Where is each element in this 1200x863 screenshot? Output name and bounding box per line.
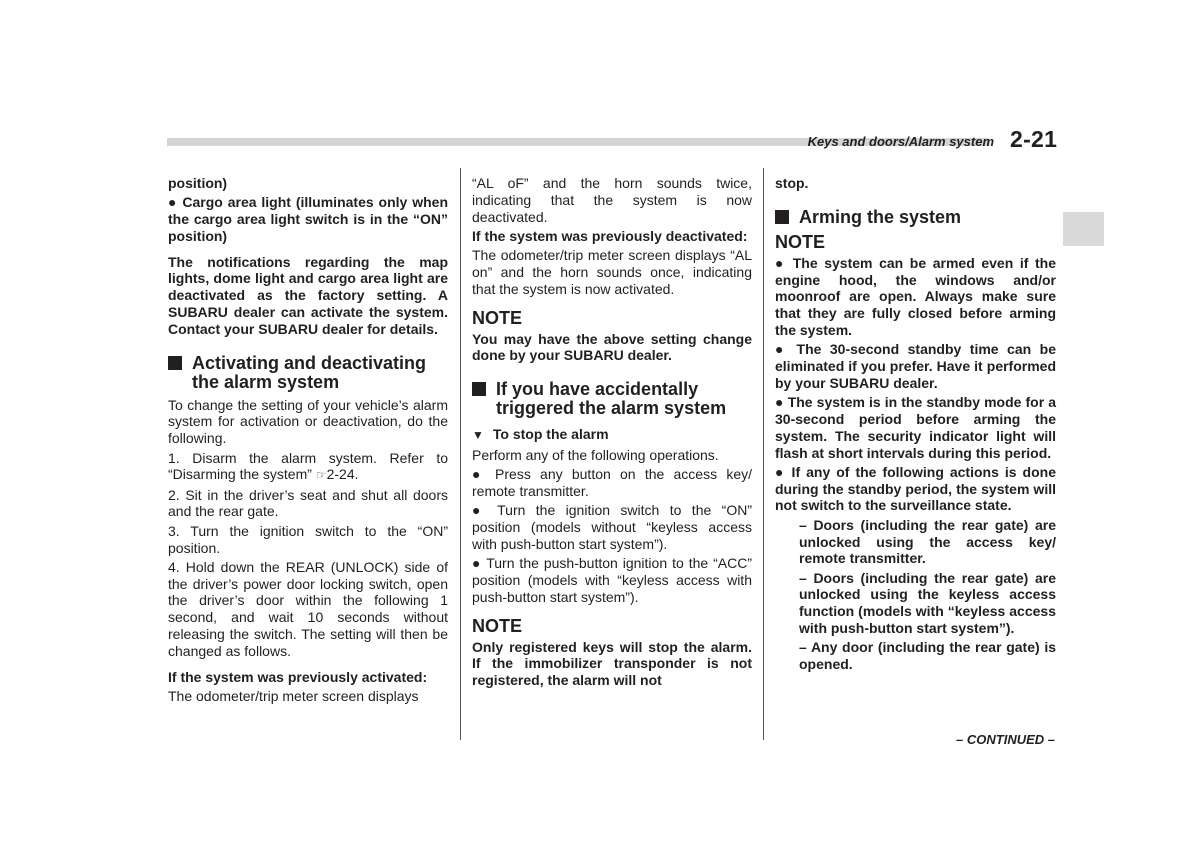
paragraph: “AL oF” and the horn sounds twice, indicating that the system is now deactivated. — [472, 175, 752, 225]
note-heading: NOTE — [775, 231, 826, 252]
square-bullet-icon — [775, 210, 789, 224]
list-item: ● The system is in the standby mode for a 30-second period before arming the system. The security indicator light will flash at short intervals during this period. — [775, 394, 1056, 461]
sub-list-item: – Doors (including the rear gate) are unlocked using the access key/ remote transmitter. — [799, 516, 1056, 567]
triangle-down-icon: ▼ — [472, 428, 484, 443]
note-text: Only registered keys will stop the alarm. If the immobilizer transponder is not registered, the alarm will not — [472, 638, 752, 689]
list-item: ● The 30-second standby time can be eliminated if you prefer. Have it performed by your SUBARU dealer. — [775, 341, 1056, 391]
page-number: 2-21 — [1010, 126, 1058, 152]
list-item: ● The system can be armed even if the engine hood, the windows and/or moonroof are open. Always make sure that they are fully closed before arming the system. — [775, 254, 1056, 338]
column-divider — [460, 168, 461, 740]
column-3 — [775, 175, 1056, 675]
list-item: ● Cargo area light (illuminates only when the cargo area light switch is in the “ON” position) — [168, 194, 448, 244]
step-item: 4. Hold down the REAR (UNLOCK) side of the driver’s power door locking switch, open the driver’s door within the following 1 second, and wait 10 seconds without releasing the switch. The setting will then be changed as follows. — [168, 558, 448, 659]
sub-list-item: – Any door (including the rear gate) is opened. — [799, 639, 1056, 673]
column-divider — [763, 168, 764, 740]
condition-label: If the system was previously deactivated: — [472, 227, 748, 244]
note-heading: NOTE — [472, 307, 523, 328]
section-heading: If you have accidentally triggered the alarm system — [472, 380, 752, 418]
note-text: You may have the above setting change done by your SUBARU dealer. — [472, 330, 752, 364]
paragraph: Perform any of the following operations. — [472, 446, 719, 463]
paragraph: stop. — [775, 175, 809, 191]
continued-label: – CONTINUED – — [956, 732, 1055, 747]
step-item: 3. Turn the ignition switch to the “ON” position. — [168, 522, 448, 556]
column-2 — [472, 175, 752, 692]
list-item: ● Turn the push-button ignition to the “ACC” position (models with “keyless access with push-button start system”). — [472, 555, 752, 605]
condition-label: If the system was previously activated: — [168, 668, 428, 685]
step-item: 2. Sit in the driver’s seat and shut all doors and the rear gate. — [168, 486, 448, 520]
paragraph: The odometer/trip meter screen displays — [168, 687, 419, 704]
list-item: ● If any of the following actions is done during the standby period, the system will not switch to the surveillance state. — [775, 463, 1056, 514]
paragraph: The odometer/trip meter screen displays “AL on” and the horn sounds once, indicating that the system is now activated. — [472, 247, 752, 297]
list-item: ● Press any button on the access key/ remote transmitter. — [472, 466, 752, 500]
paragraph: To change the setting of your vehicle’s alarm system for activation or deactivation, do the following. — [168, 396, 448, 447]
section-heading: Arming the system — [775, 208, 1056, 227]
paragraph: The notifications regarding the map lights, dome light and cargo area light are deactivated as the factory setting. A SUBARU dealer can activate the system. Contact your SUBARU dealer for details. — [168, 253, 448, 337]
subsection-heading: ▼ To stop the alarm — [472, 426, 609, 443]
section-heading: Activating and deactivating the alarm system — [168, 354, 448, 392]
list-item: ● Turn the ignition switch to the “ON” position (models without “keyless access with push-button start system”). — [472, 502, 752, 552]
page-reference-icon: ☞ — [315, 468, 327, 483]
column-1 — [168, 175, 448, 707]
page-reference: 2-24. — [326, 466, 359, 483]
square-bullet-icon — [472, 382, 486, 396]
chapter-tab — [1063, 212, 1104, 246]
step-item: 1. Disarm the alarm system. Refer to “Disarming the system” ☞2-24. — [168, 449, 448, 483]
square-bullet-icon — [168, 356, 182, 370]
sub-list-item: – Doors (including the rear gate) are unlocked using the keyless access function (models with “keyless access with push-button start system”). — [799, 569, 1056, 637]
section-title: Keys and doors/Alarm system — [807, 134, 994, 149]
paragraph: position) — [168, 175, 228, 191]
note-heading: NOTE — [472, 615, 523, 636]
